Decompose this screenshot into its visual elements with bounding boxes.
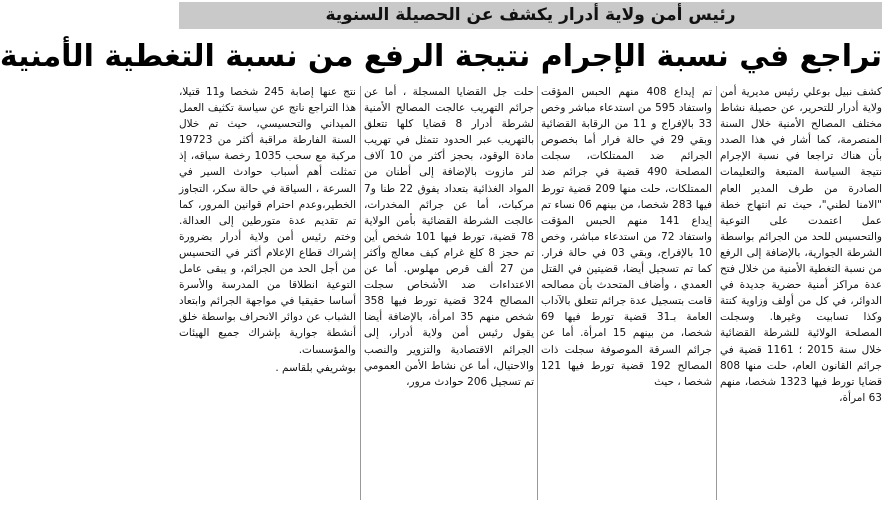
- article-kicker: رئيس أمن ولاية أدرار يكشف عن الحصيلة السنوية: [179, 2, 882, 29]
- column-4-text: نتج عنها إصابة 245 شخصا و11 قتيلا، هذا التراجع ناتج عن سياسة تكثيف العمل الميداني والتحسيسي، حيث تم خلال السنة الفارطة مراقبة أكثر من 19723 مركبة مع سحب 1035 رخصة سياقه، إذ تمثلت أهم أسباب حوادث السير في السرعة ، السياقة في حالة سكر، التجاوز الخطير،وعدم احترام قوانين المرور، كما تم تقديم عدة متورطين إلى العدالة. وختم رئيس أمن ولاية أدرار بضرورة إشراك قطاع الإعلام أكثر في التحسيس من أجل الحد من الجرائم، و يبقى عامل التوعية انطلاقا من المدرسة والأسرة أساسا حقيقيا في مواجهة الجرائم وابتعاد الشباب عن دوائر الانحراف بواسطة خلق أنشطة جوارية بإشراك جميع الهيئات والمؤسسات.: [179, 86, 357, 356]
- column-divider: [716, 86, 717, 500]
- column-1-text: كشف نبيل بوعلي رئيس مديرية أمن ولاية أدرار للتحرير، عن حصيلة نشاط مختلف المصالح الأمنية خلال السنة المنصرمة، كما أشار في هذا الصدد بأن هناك تراجعا في نسبة الإجرام نتيجة السياسة المتبعة والتعليمات الصادرة من طرف المدير العام "الامنا لطني"، حيث تم انتهاج خطة عمل اعتمدت على التوعية والتحسيس للحد من الجرائم بواسطة الشرطة الجوارية، بالإضافة إلى الرفع من نسبة التغطية الأمنية من خلال فتح عدة مراكز أمنية حضرية جديدة في الدوائر، في كل من أولف وزاوية كنتة وكذا تسابيت وغيرها. وسجلت المصلحة الولائية للشرطة القضائية خلال سنة 2015 ؛ 1161 قضية في جرائم القانون العام، حلت منها 808 قضايا تورط فيها 1323 شخصا، منهم 63 امرأة،: [720, 86, 883, 404]
- column-3-text: حلت جل القضايا المسجلة ، أما عن جرائم التهريب عالجت المصالح الأمنية لشرطة أدرار 8 قضايا كلها تتعلق بالتهريب عبر الحدود تتمثل في تهريب مادة الوقود، بحجز أكثر من 10 آلاف لتر مازوت بالإضافة إلى أطنان من المواد الغذائية بتعداد يفوق 22 طنا و7 مركبات، أما عن جرائم المخدرات، عالجت الشرطة القضائية بأمن الولاية 78 قضية، تورط فيها 101 شخص أين تم حجز 8 كلغ غرام كيف معالج وأكثر من 27 ألف قرص مهلوس. أما عن الاعتداءات ضد الأشخاص سجلت المصالح 324 قضية تورط فيها 358 شخص منهم 35 امرأة، بالإضافة أيضا يقول رئيس أمن ولاية أدرار، إلى الجرائم الاقتصادية والتزوير والنصب والاحتيال، أما عن نشاط الأمن العمومي تم تسجيل 206 حوادث مرور،: [364, 86, 534, 388]
- column-divider: [360, 86, 361, 500]
- article-column-2: [541, 84, 712, 504]
- article-column-4: [179, 84, 356, 504]
- column-2-text: تم إيداع 408 منهم الحبس المؤقت واستفاد 595 من استدعاء مباشر وخص 33 بالإفراج و 11 من الرقابة القضائية وبقي 29 في حالة فرار أما بخصوص الجرائم ضد الممتلكات، سجلت المصلحة 490 قضية في جرائم ضد الممتلكات، حلت منها 209 قضية تورط فيها 283 شخصا، من بينهم 06 نساء تم إيداع 141 منهم الحبس المؤقت واستفاد 72 من استدعاء مباشر، وخص 10 بالإفراج، وبقي 03 في حالة فرار. كما تم تسجيل أيضا، قضيتين في القتل العمدي ، وأضاف المتحدث بأن مصالحه قامت بتسجيل عدة جرائم تتعلق بالآداب العامة بـ31 قضية تورط فيها 69 شخصا، من بينهم 15 امرأة. أما عن جرائم السرقة الموصوفة سجلت ذات المصالح 192 قضية تورط فيها 121 شخصا ، حيث: [541, 86, 713, 388]
- article-column-1: [720, 84, 882, 504]
- article-headline: تراجع في نسبة الإجرام نتيجة الرفع من نسبة التغطية الأمنية: [0, 39, 882, 74]
- author-signature: بوشريفي بلقاسم .: [275, 361, 356, 374]
- column-divider: [537, 86, 538, 500]
- article-column-3: [364, 84, 534, 504]
